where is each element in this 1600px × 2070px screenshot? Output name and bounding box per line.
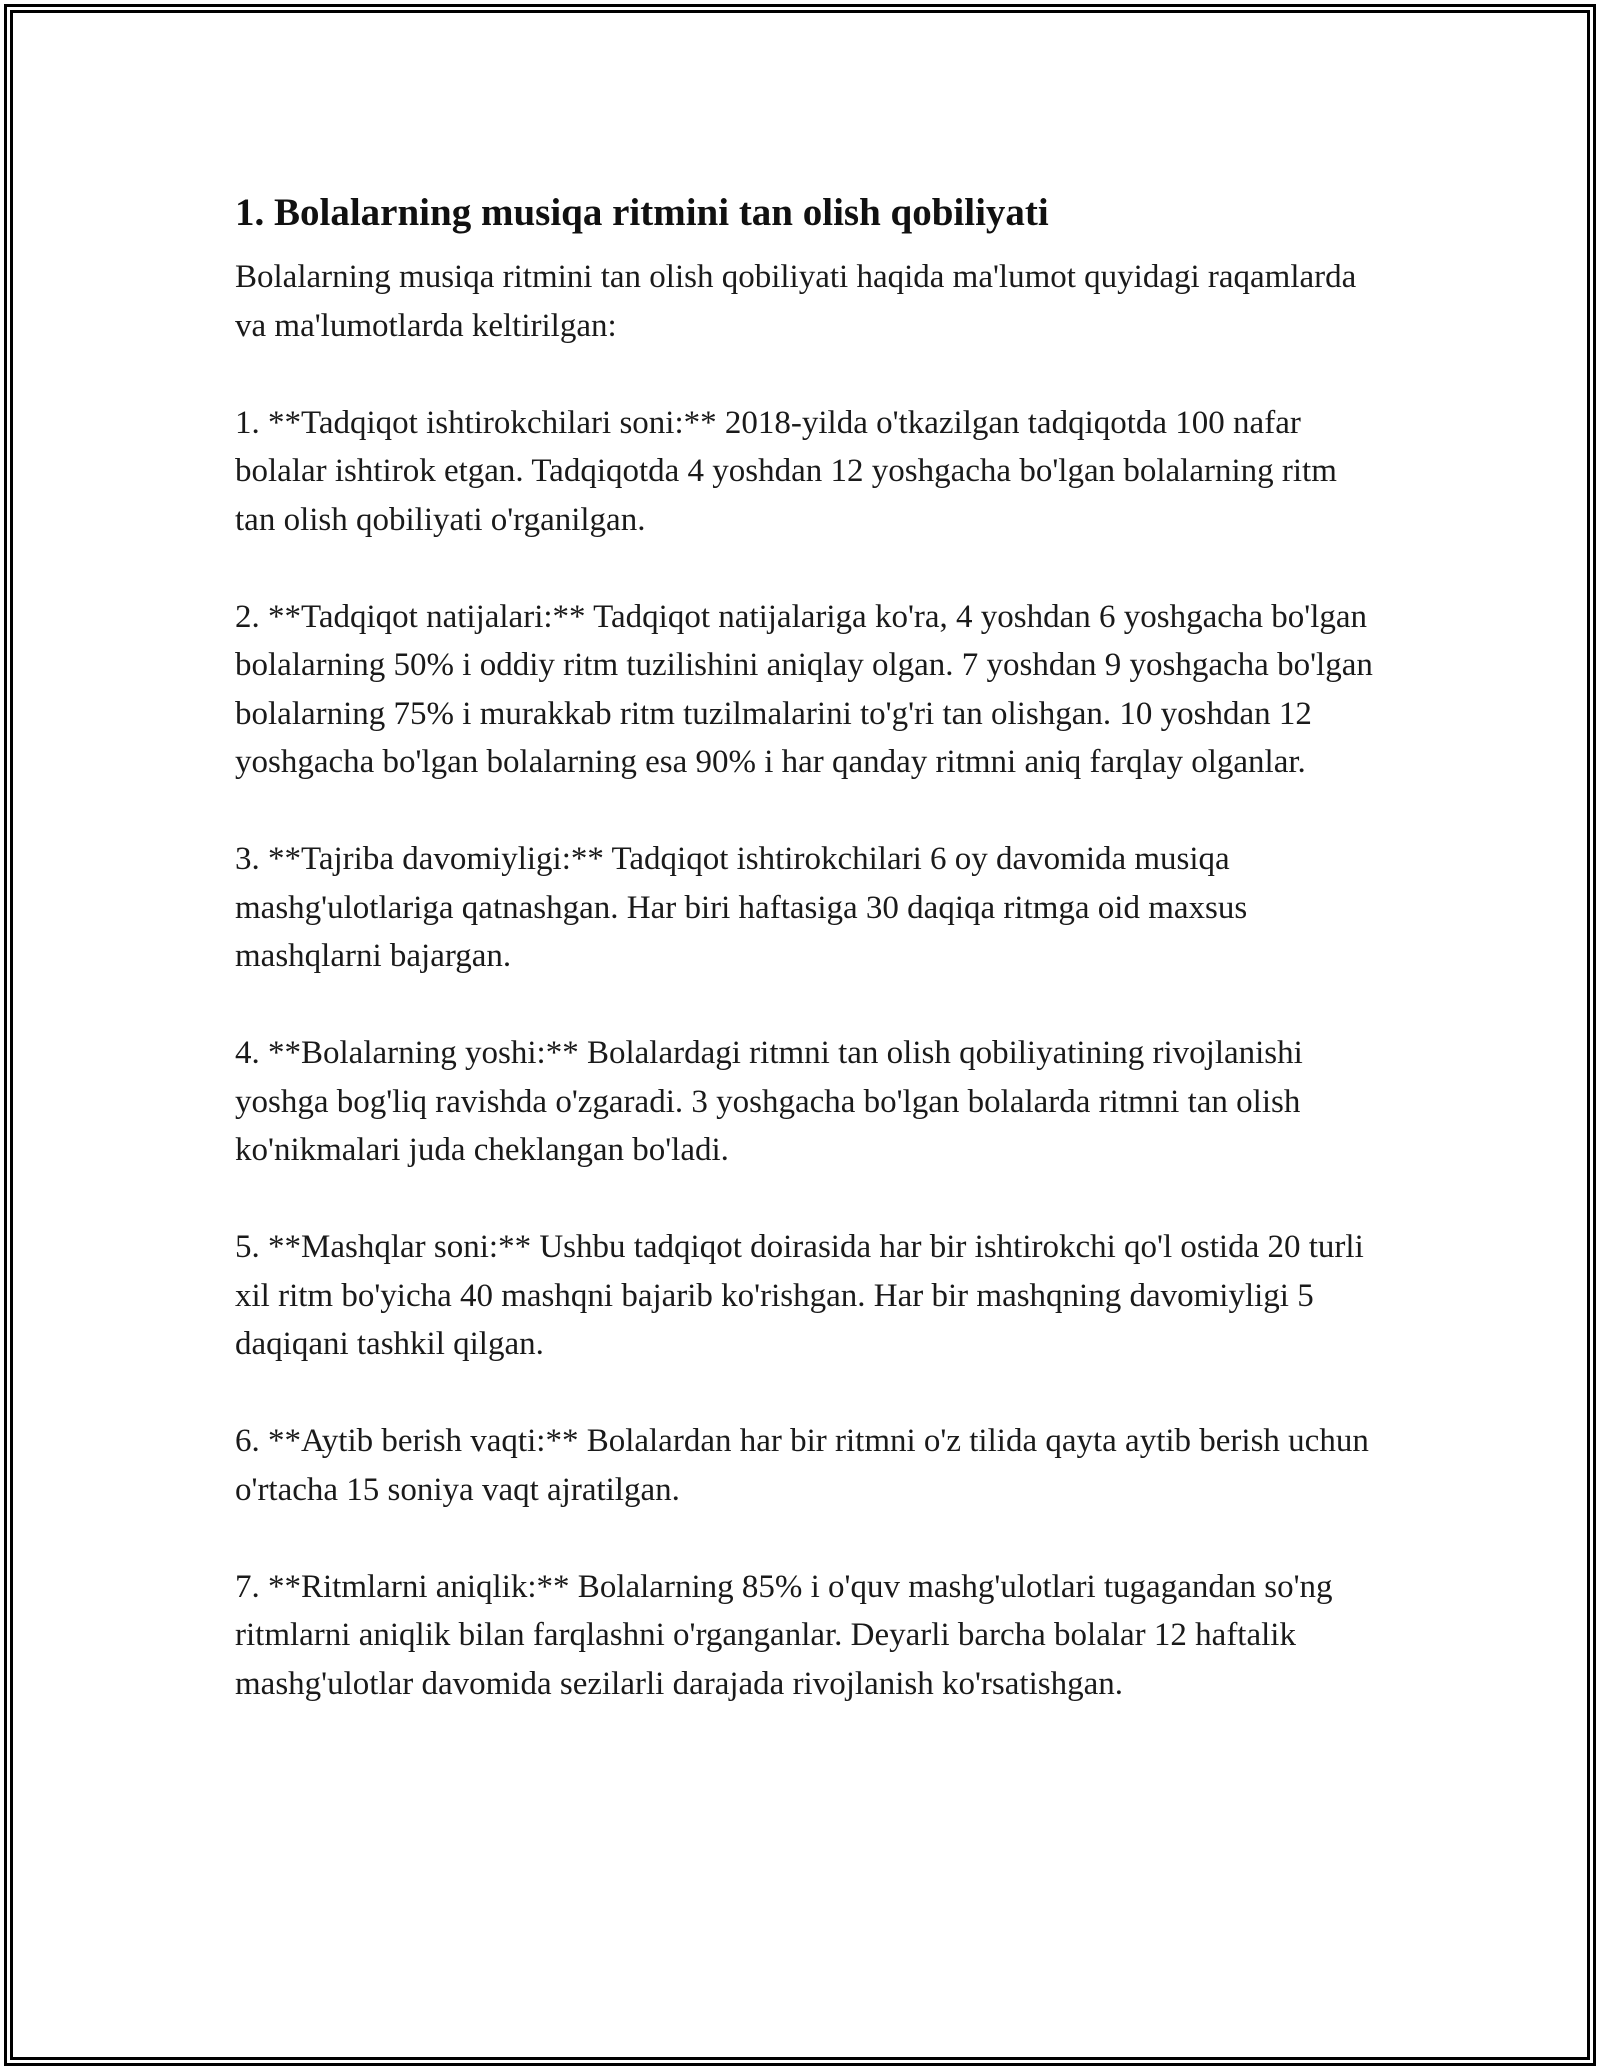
item-age: 4. **Bolalarning yoshi:** Bolalardagi ritmni tan olish qobiliyatining rivojlanishi yoshga bog'liq ravishda o'zgaradi. 3 yoshgacha bo'lgan bolalarda ritmni tan olish ko'nikmalari juda cheklangan bo'ladi. (235, 1035, 1303, 1168)
item-results: 2. **Tadqiqot natijalari:** Tadqiqot natijalariga ko'ra, 4 yoshdan 6 yoshgacha bo'lgan bolalarning 50% i oddiy ritm tuzilishini aniqlay olgan. 7 yoshdan 9 yoshgacha bo'lgan bolalarning 75% i murakkab ritm tuzilmalarini to'g'ri tan olishgan. 10 yoshdan 12 yoshgacha bo'lgan bolalarning esa 90% i har qanday ritmni aniq farqlay olganlar. (235, 598, 1373, 780)
document-body (235, 183, 1375, 1757)
item-duration: 3. **Tajriba davomiyligi:** Tadqiqot ishtirokchilari 6 oy davomida musiqa mashg'ulotlariga qatnashgan. Har biri haftasiga 30 daqiqa ritmga oid maxsus mashqlarni bajargan. (235, 841, 1248, 974)
intro-paragraph: Bolalarning musiqa ritmini tan olish qobiliyati haqida ma'lumot quyidagi raqamlarda va ma'lumotlarda keltirilgan: (235, 259, 1357, 344)
item-exercises: 5. **Mashqlar soni:** Ushbu tadqiqot doirasida har bir ishtirokchi qo'l ostida 20 turli xil ritm bo'yicha 40 mashqni bajarib ko'rishgan. Har bir mashqning davomiyligi 5 daqiqani tashkil qilgan. (235, 1229, 1364, 1362)
item-accuracy: 7. **Ritmlarni aniqlik:** Bolalarning 85% i o'quv mashg'ulotlari tugagandan so'ng ritmlarni aniqlik bilan farqlashni o'rganganlar. Deyarli barcha bolalar 12 haftalik mashg'ulotlar davomida sezilarli darajada rivojlanish ko'rsatishgan. (235, 1568, 1333, 1702)
item-retelling-time: 6. **Aytib berish vaqti:** Bolalardan har bir ritmni o'z tilida qayta aytib berish uchun o'rtacha 15 soniya vaqt ajratilgan. (235, 1423, 1369, 1508)
item-participants: 1. **Tadqiqot ishtirokchilari soni:** 2018-yilda o'tkazilgan tadqiqotda 100 nafar bolalar ishtirok etgan. Tadqiqotda 4 yoshdan 12 yoshgacha bo'lgan bolalarning ritm tan olish qobiliyati o'rganilgan. (235, 404, 1337, 538)
section-heading: 1. Bolalarning musiqa ritmini tan olish qobiliyati (235, 191, 1049, 234)
